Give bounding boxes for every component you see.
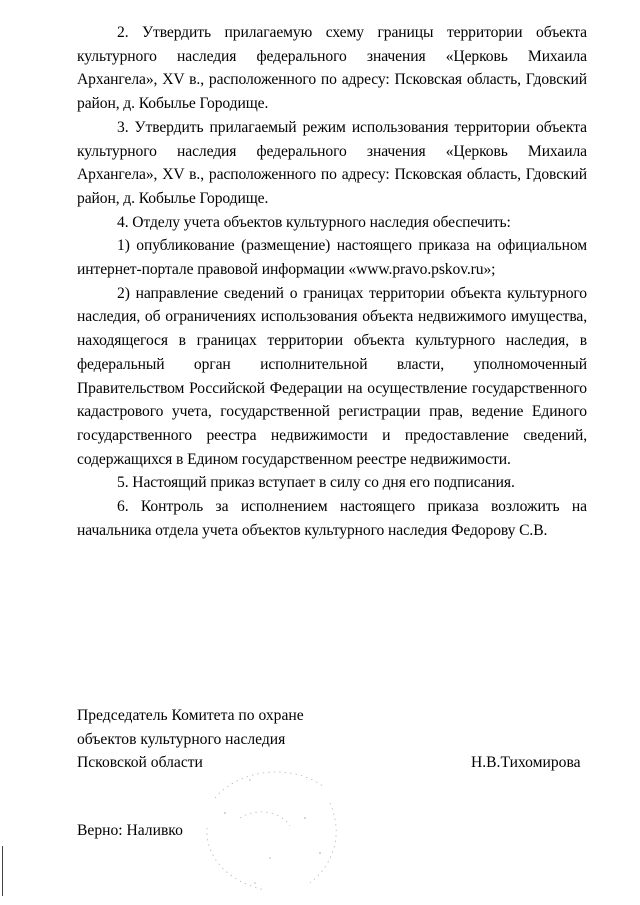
- verified-by: Верно: Наливко: [77, 822, 183, 839]
- paragraph-item-6: 6. Контроль за исполнением настоящего приказа возложить на начальника отдела учета объектов культурного наследия Федорову С.В.: [77, 498, 587, 539]
- paragraph-item-3: 3. Утвердить прилагаемый режим использования территории объекта культурного наследия федерального значения «Церковь Михаила Архангела», XV в., расположенного по адресу: Псковская область, Гдовский район, д. Кобылье Городище.: [77, 118, 587, 207]
- document-body: [77, 21, 587, 542]
- paragraph-item-2: 2. Утвердить прилагаемую схему границы территории объекта культурного наследия федерального значения «Церковь Михаила Архангела», XV в., расположенного по адресу: Псковская область, Гдовский район, д. Кобылье Городище.: [77, 24, 587, 113]
- scan-edge-mark: [2, 846, 3, 896]
- signatory-position-line: Псковской области: [77, 754, 203, 772]
- paragraph-item-4: 4. Отделу учета объектов культурного наследия обеспечить:: [117, 213, 511, 231]
- paragraph-subitem-1: 1) опубликование (размещение) настоящего приказа на официальном интернет-портале правовой информации «www.pravo.pskov.ru»;: [77, 237, 587, 279]
- signatory-position-line: Председатель Комитета по охране: [77, 707, 304, 724]
- signatory-name: Н.В.Тихомирова: [471, 754, 581, 771]
- faint-stamp-mark: [195, 758, 345, 898]
- paragraph-subitem-2: 2) направление сведений о границах территории объекта культурного наследия, об ограничениях использования объекта недвижимого имущества, находящегося в границах территории объекта культурного наследия, в федеральный орган исполнительной власти, уполномоченный Правительством Российской Федерации на осуществление государственного кадастрового учета, государственной регистрации прав, ведение Единого государственного реестра недвижимости и предоставление сведений, содержащихся в Едином государственном реестре недвижимости.: [77, 284, 587, 468]
- paragraph-item-5: 5. Настоящий приказ вступает в силу со дня его подписания.: [117, 474, 515, 492]
- signatory-position-line: объектов культурного наследия: [77, 730, 286, 748]
